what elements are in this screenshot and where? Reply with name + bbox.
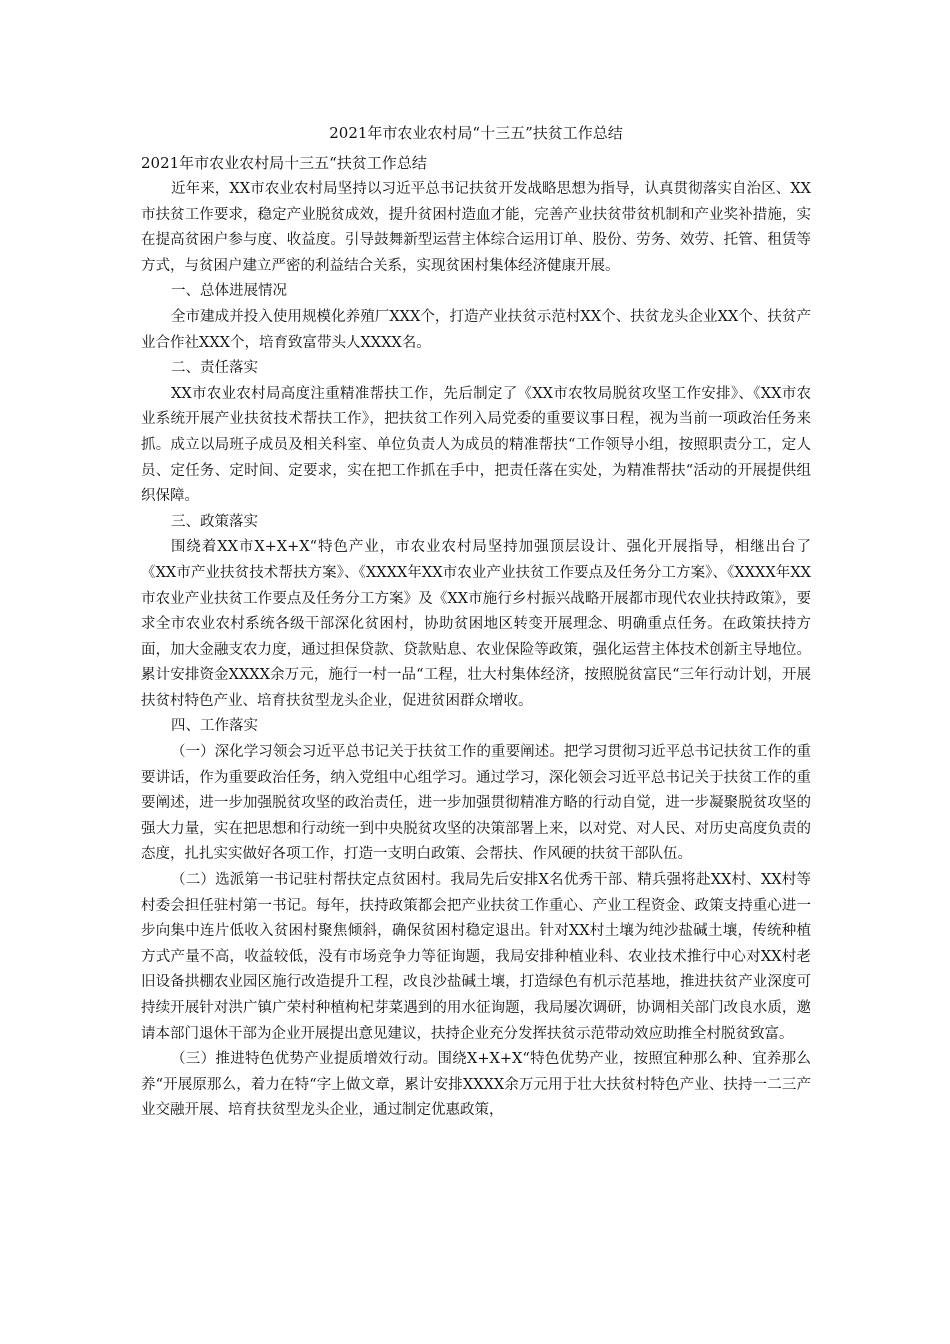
document-title: 2021年市农业农村局“十三五”扶贫工作总结 [329, 124, 623, 142]
overall-progress-paragraph: 全市建成并投入使用规模化养殖厂XXX个，打造产业扶贫示范村XX个、扶贫龙头企业XX个、扶贫产业合作社XXX个，培育致富带头人XXXX名。 [141, 308, 811, 351]
document-subtitle: 2021年市农业农村局十三五“扶贫工作总结 [141, 154, 427, 172]
work-item-3-paragraph: （三）推进特色优势产业提质增效行动。围绕X+X+X“特色优势产业，按照宜种那么种、宜养那么养“开展原那么，着力在特“字上做文章，累计安排XXXX余万元用于壮大扶贫村特色产业、扶持一二三产业交融开展、培育扶贫型龙头企业，通过制定优惠政策， [141, 1051, 811, 1119]
section-heading-overall-progress: 一、总体进展情况 [171, 283, 287, 300]
policy-paragraph: 围绕着XX市X+X+X“特色产业，市农业农村局坚持加强顶层设计、强化开展指导，相继出台了《XX市产业扶贫技术帮扶方案》、《XXXX年XX市农业产业扶贫工作要点及任务分工方案》、《XXXX年XX市农业产业扶贫工作要点及任务分工方案》及《XX市施行乡村振兴战略开展都市现代农业扶持政策》，要求全市农业农村系统各级干部深化贫困村，协助贫困地区转变开展理念、明确重点任务。在政策扶持方面，加大金融支农力度，通过担保贷款、贷款贴息、农业保险等政策，强化运营主体技术创新主导地位。累计安排资金XXXX余万元，施行一村一品“工程，壮大村集体经济，按照脱贫富民“三年行动计划，开展扶贫村特色产业、培育扶贫型龙头企业，促进贫困群众增收。 [141, 539, 811, 709]
section-heading-work: 四、工作落实 [171, 718, 258, 735]
section-heading-responsibility: 二、责任落实 [171, 360, 258, 377]
responsibility-paragraph: XX市农业农村局高度注重精准帮扶工作，先后制定了《XX市农牧局脱贫攻坚工作安排》、《XX市农业系统开展产业扶贫技术帮扶工作》，把扶贫工作列入局党委的重要议事日程，视为当前一项政治任务来抓。成立以局班子成员及相关科室、单位负责人为成员的精准帮扶“工作领导小组，按照职责分工，定人员、定任务、定时间、定要求，实在把工作抓在手中，把责任落在实处，为精准帮扶“活动的开展提供组织保障。 [141, 385, 811, 505]
work-item-1-paragraph: （一）深化学习领会习近平总书记关于扶贫工作的重要阐述。把学习贯彻习近平总书记扶贫工作的重要讲话，作为重要政治任务，纳入党组中心组学习。通过学习，深化领会习近平总书记关于扶贫工作的重要阐述，进一步加强脱贫攻坚的政治责任，进一步加强贯彻精准方略的行动自觉，进一步凝聚脱贫攻坚的强大力量，实在把思想和行动统一到中央脱贫攻坚的决策部署上来，以对党、对人民、对历史高度负责的态度，扎扎实实做好各项工作，打造一支明白政策、会帮扶、作风硬的扶贫干部队伍。 [141, 744, 811, 863]
document-body [141, 122, 811, 1124]
intro-paragraph: 近年来，XX市农业农村局坚持以习近平总书记扶贫开发战略思想为指导，认真贯彻落实自治区、XX市扶贫工作要求，稳定产业脱贫成效，提升贫困村造血才能，完善产业扶贫带贫机制和产业奖补措施，实在提高贫困户参与度、收益度。引导鼓舞新型运营主体综合运用订单、股份、劳务、效劳、托管、租赁等方式，与贫困户建立严密的利益结合关系，实现贫困村集体经济健康开展。 [141, 181, 811, 274]
work-item-2-paragraph: （二）选派第一书记驻村帮扶定点贫困村。我局先后安排X名优秀干部、精兵强将赴XX村、XX村等村委会担任驻村第一书记。每年，扶持政策都会把产业扶贫工作重心、产业工程资金、政策支持重心进一步向集中连片低收入贫困村聚焦倾斜，确保贫困村稳定退出。针对XX村土壤为纯沙盐碱土壤，传统种植方式产量不高，收益较低，没有市场竞争力等征询题，我局安排种植业科、农业技术推行中心对XX村老旧设备拱棚农业园区施行改造提升工程，改良沙盐碱土壤，打造绿色有机示范基地，推进扶贫产业深度可持续开展针对洪广镇广荣村种植枸杞芽菜遇到的用水征询题，我局屡次调研，协调相关部门改良水质，邀请本部门退休干部为企业开展提出意见建议，扶持企业充分发挥扶贫示范带动效应助推全村脱贫致富。 [141, 872, 811, 1042]
section-heading-policy: 三、政策落实 [171, 513, 258, 530]
